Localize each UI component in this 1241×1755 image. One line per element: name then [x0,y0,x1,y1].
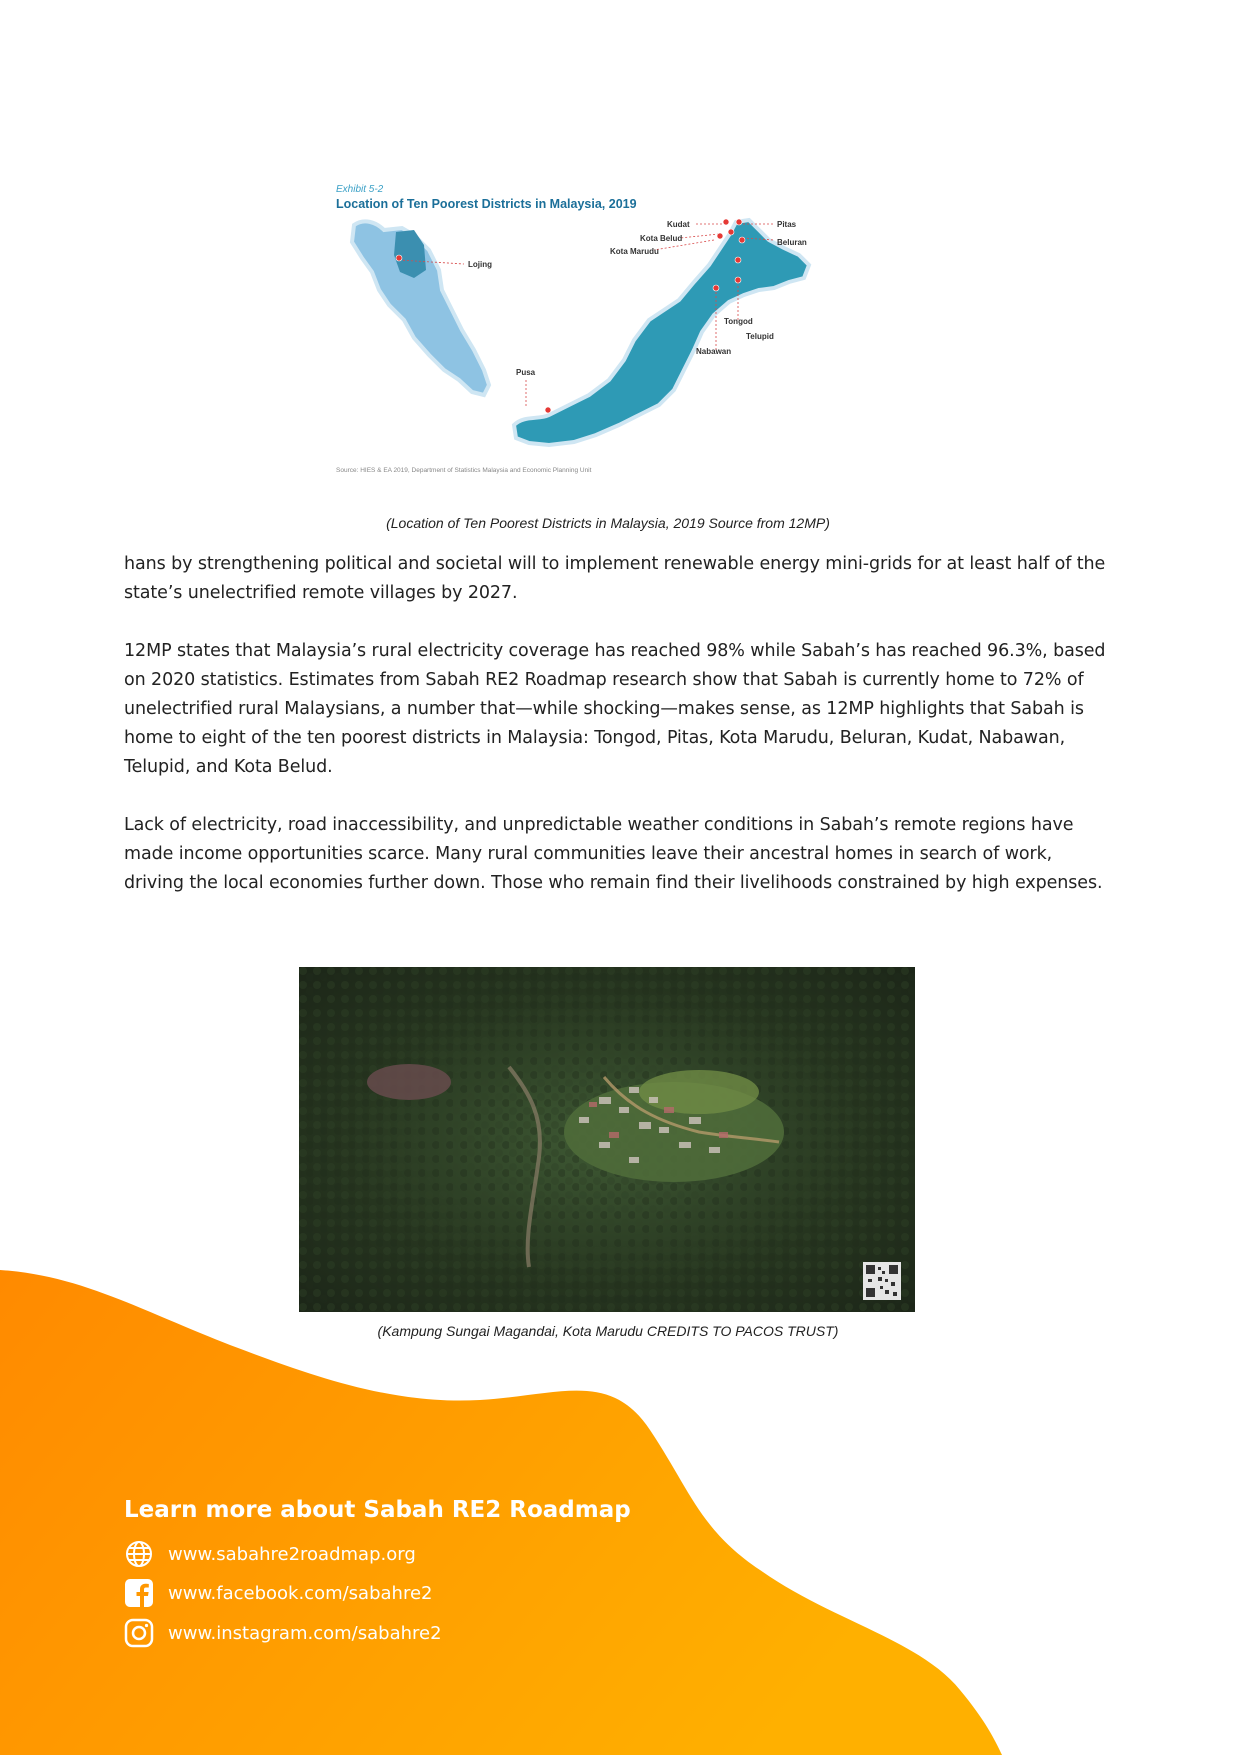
label-tongod: Tongod [724,317,753,326]
map-title: Location of Ten Poorest Districts in Malaysia, 2019 [336,197,637,211]
pin-kudat [723,219,729,225]
instagram-link-text[interactable]: www.instagram.com/sabahre2 [168,1622,442,1644]
label-kudat: Kudat [667,220,690,229]
label-pitas: Pitas [777,220,797,229]
aerial-village-photo [299,967,915,1312]
facebook-link[interactable] [124,1577,432,1609]
website-link-text[interactable]: www.sabahre2roadmap.org [168,1543,416,1565]
pin-kota-belud [717,233,723,239]
pin-lojing [396,255,402,261]
pin-beluran [739,237,745,243]
malaysia-map [334,210,894,465]
pin-pitas [736,219,742,225]
label-lojing: Lojing [468,260,492,269]
label-pusa: Pusa [516,368,536,377]
map-figure [334,180,894,480]
photo-caption: (Kampung Sungai Magandai, Kota Marudu CREDITS TO PACOS TRUST) [377,1323,839,1339]
paragraph-3: Lack of electricity, road inaccessibility, and unpredictable weather conditions in Sabah’s remote regions have made income opportunities scarce. Many rural communities leave their ancestral homes in search of work, driving the local economies further down. Those who remain find their livelihoods constrained by high expenses. [124,815,1103,893]
paragraph-2: 12MP states that Malaysia’s rural electricity coverage has reached 98% while Sabah’s has reached 96.3%, based on 2020 statistics. Estimates from Sabah RE2 Roadmap research show that Sabah is currently home to 72% of unelectrified rural Malaysians, a number that—while shocking—makes sense, as 12MP highlights that Sabah is home to eight of the ten poorest districts in Malaysia: Tongod, Pitas, Kota Marudu, Beluran, Kudat, Nabawan, Telupid, and Kota Belud. [124,641,1106,777]
website-link[interactable] [124,1538,416,1570]
pin-kota-marudu [728,229,734,235]
facebook-icon [124,1578,154,1608]
map-exhibit-label: Exhibit 5-2 [336,184,384,195]
pin-tongod [735,277,741,283]
globe-icon [124,1539,154,1569]
map-caption: (Location of Ten Poorest Districts in Malaysia, 2019 Source from 12MP) [386,515,830,531]
instagram-link[interactable] [124,1617,442,1649]
label-kota-belud: Kota Belud [640,234,683,243]
footer-title: Learn more about Sabah RE2 Roadmap [124,1497,631,1523]
pin-telupid [735,257,741,263]
pin-pusa [545,407,551,413]
label-beluran: Beluran [777,238,807,247]
paragraph-1: hans by strengthening political and societal will to implement renewable energy mini-grids for at least half of the state’s unelectrified remote villages by 2027. [124,554,1106,603]
label-kota-marudu: Kota Marudu [610,247,659,256]
label-telupid: Telupid [746,332,774,341]
map-source: Source: HIES & EA 2019, Department of Statistics Malaysia and Economic Planning Unit [336,467,592,474]
facebook-link-text[interactable]: www.facebook.com/sabahre2 [168,1582,433,1604]
instagram-icon [124,1618,154,1648]
pin-nabawan [713,285,719,291]
label-nabawan: Nabawan [696,347,732,356]
